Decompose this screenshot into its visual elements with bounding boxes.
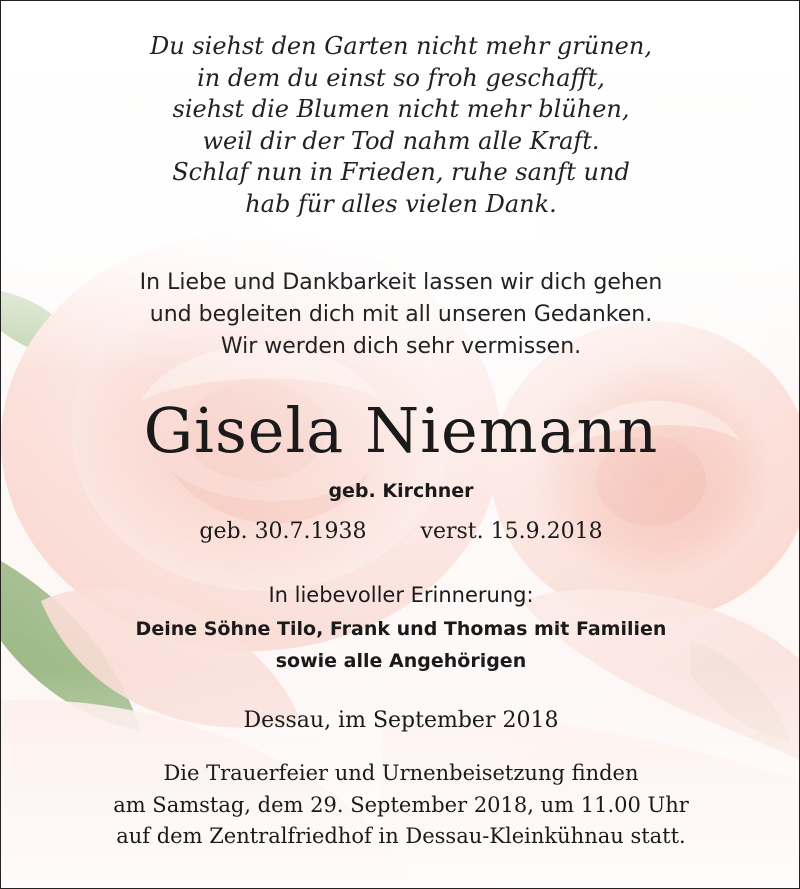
poem-line: siehst die Blumen nicht mehr blühen, — [172, 95, 630, 123]
poem-line: hab für alles vielen Dank. — [245, 189, 557, 218]
funeral-line: auf dem Zentralfriedhof in Dessau-Kleinkühnau statt. — [116, 824, 686, 848]
poem-line: weil dir der Tod nahm alle Kraft. — [202, 126, 600, 155]
farewell-line: und begleiten dich mit all unseren Gedanken. — [149, 302, 653, 327]
birth-date: geb. 30.7.1938 — [199, 519, 367, 544]
poem-line: Schlaf nun in Frieden, ruhe sanft und — [172, 158, 630, 186]
farewell-text — [1, 267, 800, 363]
life-dates — [1, 516, 800, 548]
funeral-info — [1, 758, 800, 853]
place-date: Dessau, im September 2018 — [243, 708, 559, 733]
death-date: verst. 15.9.2018 — [420, 519, 603, 544]
funeral-line: Die Trauerfeier und Urnenbeisetzung finden — [163, 761, 639, 785]
poem-line: in dem du einst so froh geschafft, — [197, 63, 605, 92]
poem — [1, 31, 800, 220]
farewell-line: Wir werden dich sehr vermissen. — [220, 334, 582, 359]
mourners-line: Deine Söhne Tilo, Frank und Thomas mit Familien — [135, 618, 667, 640]
mourners-line: sowie alle Angehörigen — [275, 650, 527, 672]
mourners — [1, 613, 800, 677]
funeral-line: am Samstag, dem 29. September 2018, um 11.00 Uhr — [113, 792, 689, 817]
farewell-line: In Liebe und Dankbarkeit lassen wir dich gehen — [139, 270, 663, 295]
poem-line: Du siehst den Garten nicht mehr grünen, — [150, 32, 652, 60]
deceased-name: Gisela Niemann — [143, 394, 659, 467]
memory-heading: In liebevoller Erinnerung: — [268, 583, 534, 607]
maiden-name: geb. Kirchner — [328, 480, 474, 502]
